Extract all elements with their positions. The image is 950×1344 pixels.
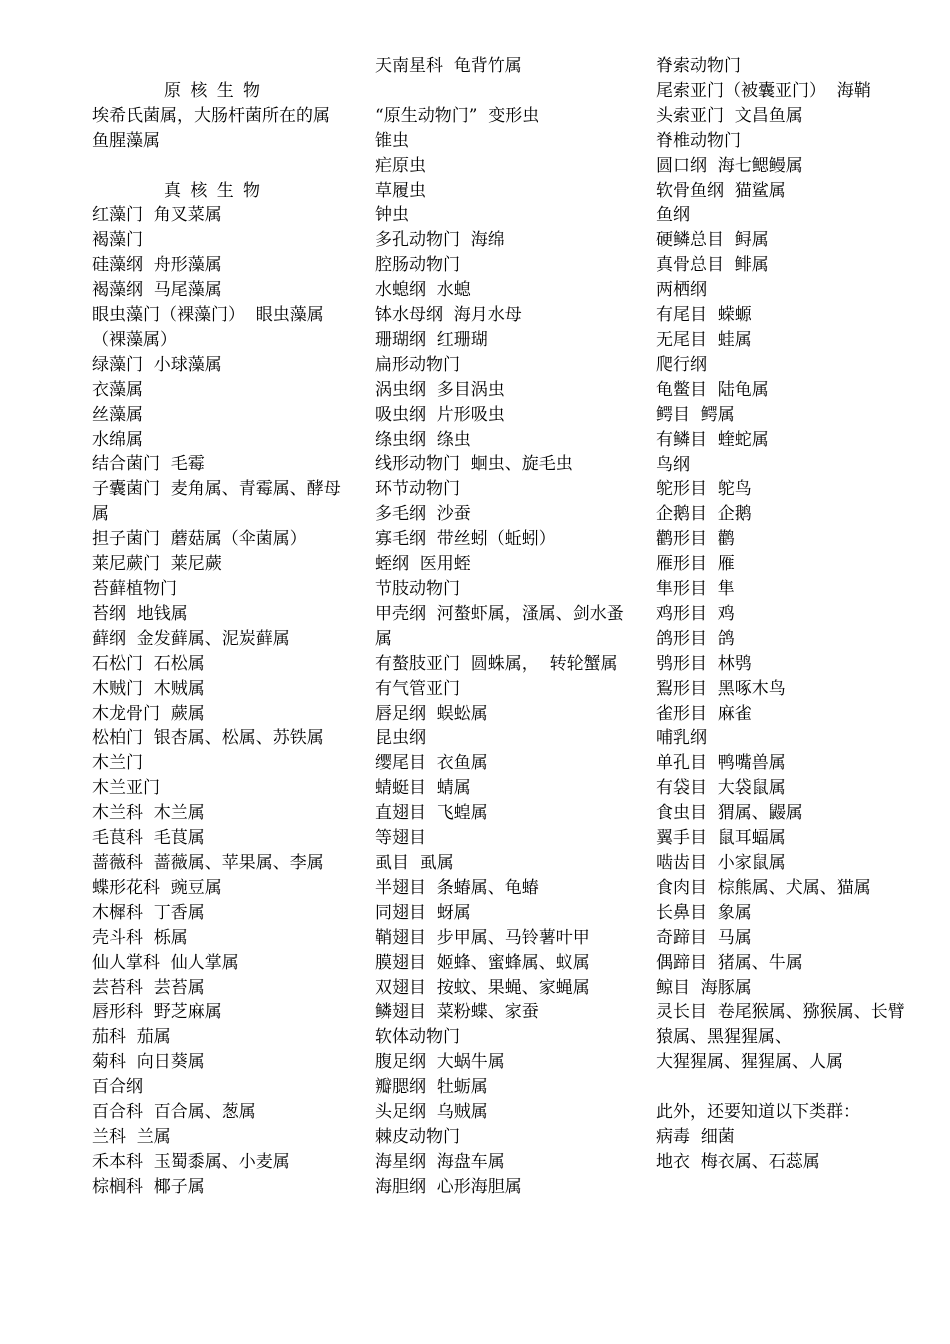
- taxon-line: 有气管亚门: [375, 678, 460, 699]
- taxon-line: 膜翅目 姬蜂、蜜蜂属、蚁属: [375, 952, 590, 973]
- taxon-line: 此外，还要知道以下类群：: [656, 1102, 860, 1123]
- taxon-line: 寡毛纲 带丝蚓（蚯蚓）: [375, 529, 556, 550]
- taxon-line: 芸苔科 芸苔属: [92, 977, 205, 998]
- taxon-line: 脊椎动物门: [656, 130, 741, 151]
- taxon-line: 珊瑚纲 红珊瑚: [375, 329, 488, 350]
- taxon-line: 吸虫纲 片形吸虫: [375, 404, 505, 425]
- taxon-line: 真骨总目 鲱属: [656, 255, 769, 276]
- taxon-line: 蛭纲 医用蛭: [375, 554, 471, 575]
- taxon-line: 海胆纲 心形海胆属: [375, 1176, 522, 1197]
- taxon-line: 鸮形目 林鸮: [656, 653, 752, 674]
- taxon-line: 有尾目 蝾螈: [656, 305, 752, 326]
- taxon-line: 木樨科 丁香属: [92, 902, 205, 923]
- taxon-line: 结合菌门 毛霉: [92, 454, 205, 475]
- taxon-line: 同翅目 蚜属: [375, 902, 471, 923]
- taxon-line: 灵长目 卷尾猴属、猕猴属、长臂猿属、黑猩猩属、: [656, 1002, 905, 1048]
- taxon-line: 直翅目 飞蝗属: [375, 803, 488, 824]
- taxon-line: 食肉目 棕熊属、犬属、猫属: [656, 877, 871, 898]
- spacer: [656, 1075, 908, 1100]
- taxon-line: 石松门 石松属: [92, 653, 205, 674]
- taxon-line: 绿藻门 小球藻属: [92, 354, 222, 375]
- taxon-line: 松柏门 银杏属、松属、苏铁属: [92, 728, 324, 749]
- taxon-line: 腔肠动物门: [375, 255, 460, 276]
- taxon-line: 天南星科 龟背竹属: [375, 56, 522, 76]
- taxon-line: 雁形目 雁: [656, 554, 735, 575]
- taxon-line: 病毒 细菌: [656, 1126, 735, 1147]
- taxon-line: 鸟纲: [656, 454, 690, 475]
- taxon-line: 木龙骨门 蕨属: [92, 703, 205, 724]
- taxon-line: 硬鳞总目 鲟属: [656, 230, 769, 251]
- taxon-line: 隼形目 隼: [656, 579, 735, 600]
- taxon-line: 百合纲: [92, 1077, 143, 1098]
- taxon-line: 鸵形目 鸵鸟: [656, 479, 752, 500]
- taxon-line: 埃希氏菌属，大肠杆菌所在的属: [92, 105, 330, 126]
- taxon-line: 瓣腮纲 牡蛎属: [375, 1077, 488, 1098]
- taxon-line: 锥虫: [375, 130, 409, 151]
- taxon-line: 多毛纲 沙蚕: [375, 504, 471, 525]
- taxon-line: 鞘翅目 步甲属、马铃薯叶甲: [375, 927, 590, 948]
- spacer: [92, 54, 344, 79]
- taxon-line: 头索亚门 文昌鱼属: [656, 105, 803, 126]
- taxon-line: 头足纲 乌贼属: [375, 1102, 488, 1123]
- taxon-line: 茄科 茄属: [92, 1027, 171, 1048]
- taxon-line: 龟鳖目 陆龟属: [656, 379, 769, 400]
- taxon-line: 衣藻属: [92, 379, 143, 400]
- taxon-line: 食虫目 猬属、鼹属: [656, 803, 803, 824]
- taxon-line: 偶蹄目 猪属、牛属: [656, 952, 803, 973]
- taxon-line: 子囊菌门 麦角属、青霉属、酵母属: [92, 479, 341, 525]
- taxon-line: 褐藻门: [92, 230, 143, 251]
- taxon-line: 甲壳纲 河螯虾属，溞属、剑水蚤属: [375, 603, 624, 649]
- taxon-line: 兰科 兰属: [92, 1126, 171, 1147]
- taxon-line: 鹳形目 鹳: [656, 529, 735, 550]
- taxon-line: 有鳞目 蝰蛇属: [656, 429, 769, 450]
- taxon-line: 硅藻纲 舟形藻属: [92, 255, 222, 276]
- taxon-line: 蔷薇科 蔷薇属、苹果属、李属: [92, 852, 324, 873]
- taxon-line: 奇蹄目 马属: [656, 927, 752, 948]
- taxon-line: 多孔动物门 海绵: [375, 230, 505, 251]
- taxon-line: 丝藻属: [92, 404, 143, 425]
- taxon-line: 大猩猩属、猩猩属、人属: [656, 1052, 843, 1073]
- taxon-line: 鸡形目 鸡: [656, 603, 735, 624]
- taxon-line: 啮齿目 小家鼠属: [656, 853, 786, 873]
- taxon-line: 木贼门 木贼属: [92, 678, 205, 699]
- taxon-line: 地衣 梅衣属、石蕊属: [656, 1151, 820, 1172]
- taxon-line: 单孔目 鸭嘴兽属: [656, 753, 786, 774]
- section-heading: 原核生物: [164, 80, 270, 101]
- taxon-line: 红藻门 角叉菜属: [92, 205, 222, 226]
- taxon-line: 苔纲 地钱属: [92, 603, 188, 624]
- taxon-line: 禾本科 玉蜀黍属、小麦属: [92, 1151, 290, 1172]
- taxon-line: 翼手目 鼠耳蝠属: [656, 828, 786, 849]
- taxon-line: 脊索动物门: [656, 56, 741, 76]
- taxon-line: 菊科 向日葵属: [92, 1052, 205, 1073]
- taxon-line: 木兰门: [92, 753, 143, 774]
- taxon-line: 水绵属: [92, 429, 143, 450]
- taxon-line: 毛茛科 毛茛属: [92, 828, 205, 849]
- taxon-line: 软体动物门: [375, 1027, 460, 1048]
- taxon-line: 鳞翅目 菜粉蝶、家蚕: [375, 1002, 539, 1023]
- taxon-line: 水螅纲 水螅: [375, 280, 471, 301]
- taxon-line: 尾索亚门（被囊亚门） 海鞘: [656, 80, 871, 101]
- taxon-line: 钵水母纲 海月水母: [375, 305, 522, 326]
- taxon-line: 昆虫纲: [375, 728, 426, 749]
- taxon-line: 节肢动物门: [375, 579, 460, 600]
- taxon-line: 蝶形花科 豌豆属: [92, 877, 222, 898]
- taxon-line: 木兰亚门: [92, 778, 160, 799]
- column-2: [375, 54, 627, 1200]
- taxon-line: 绦虫纲 绦虫: [375, 429, 471, 450]
- taxon-line: 疟原虫: [375, 155, 426, 176]
- taxon-line: 涡虫纲 多目涡虫: [375, 379, 505, 400]
- spacer: [92, 154, 344, 179]
- taxon-line: 眼虫藻门（裸藻门） 眼虫藻属（裸藻属）: [92, 305, 324, 350]
- column-3: [656, 54, 908, 1175]
- spacer: [375, 79, 627, 104]
- section-heading: 真核生物: [164, 180, 270, 201]
- taxon-line: 壳斗科 栎属: [92, 927, 188, 948]
- taxon-line: 有螯肢亚门 圆蛛属， 转轮蟹属: [375, 653, 618, 674]
- taxon-line: 线形动物门 蛔虫、旋毛虫: [375, 454, 573, 475]
- taxon-line: 棕榈科 椰子属: [92, 1176, 205, 1197]
- taxon-line: 鱼腥藻属: [92, 130, 160, 151]
- taxon-line: 雀形目 麻雀: [656, 703, 752, 724]
- taxon-line: 圆口纲 海七鳃鳗属: [656, 155, 803, 176]
- taxon-line: 百合科 百合属、葱属: [92, 1102, 256, 1123]
- taxon-line: 无尾目 蛙属: [656, 329, 752, 350]
- taxon-line: 半翅目 条蝽属、龟蝽: [375, 877, 539, 898]
- taxon-line: 担子菌门 蘑菇属（伞菌属）: [92, 529, 307, 550]
- taxon-line: 唇形科 野芝麻属: [92, 1002, 222, 1023]
- taxon-line: 藓纲 金发藓属、泥炭藓属: [92, 628, 290, 649]
- taxon-line: 唇足纲 蜈蚣属: [375, 703, 488, 724]
- taxon-line: 棘皮动物门: [375, 1126, 460, 1147]
- taxon-line: 鴷形目 黑啄木鸟: [656, 678, 786, 699]
- taxon-line: 钟虫: [375, 205, 409, 226]
- taxon-line: 哺乳纲: [656, 728, 707, 749]
- taxon-line: 等翅目: [375, 828, 426, 849]
- taxon-line: 软骨鱼纲 猫鲨属: [656, 180, 786, 201]
- taxon-line: 企鹅目 企鹅: [656, 504, 752, 525]
- taxon-line: 扁形动物门: [375, 354, 460, 375]
- taxon-line: 虱目 虱属: [375, 852, 454, 873]
- taxon-line: 双翅目 按蚊、果蝇、家蝇属: [375, 977, 590, 998]
- taxon-line: 鳄目 鳄属: [656, 404, 735, 425]
- taxon-line: 鸽形目 鸽: [656, 628, 735, 649]
- taxon-line: 蜻蜓目 蜻属: [375, 778, 471, 799]
- taxon-line: 爬行纲: [656, 354, 707, 375]
- taxon-line: 苔藓植物门: [92, 579, 177, 599]
- taxon-line: 仙人掌科 仙人掌属: [92, 952, 239, 973]
- taxon-line: 鱼纲: [656, 205, 690, 226]
- taxon-line: 木兰科 木兰属: [92, 803, 205, 824]
- taxon-line: 长鼻目 象属: [656, 902, 752, 923]
- taxon-line: “原生动物门” 变形虫: [375, 105, 540, 126]
- taxon-line: 海星纲 海盘车属: [375, 1151, 505, 1172]
- taxon-line: 两栖纲: [656, 280, 707, 301]
- taxon-line: 莱尼蕨门 莱尼蕨: [92, 554, 222, 575]
- taxon-line: 环节动物门: [375, 479, 460, 500]
- taxon-line: 腹足纲 大蜗牛属: [375, 1052, 505, 1073]
- taxon-line: 缨尾目 衣鱼属: [375, 753, 488, 774]
- taxon-line: 鲸目 海豚属: [656, 977, 752, 998]
- taxon-line: 草履虫: [375, 180, 426, 201]
- taxon-line: 褐藻纲 马尾藻属: [92, 280, 222, 301]
- taxon-line: 有袋目 大袋鼠属: [656, 778, 786, 799]
- column-1: [92, 54, 344, 1200]
